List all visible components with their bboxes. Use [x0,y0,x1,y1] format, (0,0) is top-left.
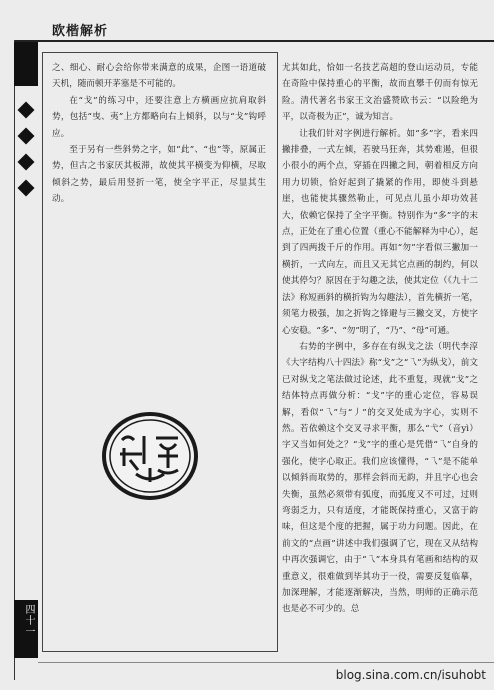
paragraph: 在“戈”的练习中，还要注意上方横画应抗肩取斜势，包括“曳、夷”上方都略向右上倾斜，以与“戈”钩呼应。 [52,95,266,139]
header-rule [14,40,494,42]
paragraph: 让我们针对字例进行解析。如“多”字，看来四撇排叠，一式左倾，若驶马狂奔，其势难遏，但很小很小的两个点，穿插在四撇之间，朝着相反方向用力切锁，恰好起到了撬紧的作用，即使斗到悬崖，也能使其骤然勒止，可见点儿虽小却功效甚大，依赖它保持了全字平衡。特别作为“多”字的末点，正处在了重心位置（重心不能解释为中心），起到了四两拨千斤的作用。再如“勿”字看似三撇加一横折，一式向左，而且又无其它点画的制约，何以使其停匀？原因在于勾趣之法，使其定位（《九十二法》称短画斜的横折钩为勾趣法），首先横折一笔，须笔力极强，加之折钩之锋避与三撇交叉，方使字心安稳。“多”、“勿”明了，“乃”、“母”可通。 [282,128,478,336]
page-number: 四十一 [23,604,34,637]
paragraph: 至于另有一些斜势之字，如“此”、“也”等，原属正势，但古之书家厌其板滞，故使其平横变为仰横，尽取倾斜之势，最后用竖折一笔，使全字平正，尽显其生动。 [52,145,266,205]
right-column-text [282,60,478,618]
margin-black-block-top [14,42,38,86]
seal-image [100,410,200,502]
header-title: 欧楷解析 [52,24,109,39]
paragraph: 之、细心、耐心会给你带来满意的成果，企图一语道破天机，随而顿开茅塞是不可能的。 [52,63,266,90]
watermark-text: blog.sina.com.cn/isuhobt [335,668,486,682]
paragraph: 尤其如此，恰如一名技艺高超的登山运动员，专能在奇险中保持重心的平衡，故而直攀千仞而有惊无险。清代著名书家王文治盛赞欧书云：“以险绝为平，以奇极为正”，诚为知言。 [282,63,478,123]
bottom-rule [38,662,494,663]
left-column-text [52,60,266,208]
paragraph: 右势的字例中，多存在有纵戈之法（明代李淳《大字结构八十四法》称“戈”之“乁”为纵戈），前文已对纵戈之笔法做过论述，此不重复，现就“戈”之结体特点再做分析：“戈”字的重心定位，容易误解，看似“乁”与“丿”的交叉处成为字心，实则不然。若依赖这个交叉寻求平衡，那么“弋”（音yì）字又当如何处之？“戈”字的重心是凭借“乁”自身的强化，使字心取正。我们应该懂得，“乁”是不能单以倾斜而取势的，那样会斜而无韵，并且字心也会失衡，虽然必须带有弧度，而弧度又不可过，过则弯弱乏力，只有适度，才能既保持重心，又富于韵味，但这是个度的把握，属于功力问题。因此，在前文的“点画”讲述中我们强调了它，现在又从结构中再次强调它，由于“乁”本身具有笔画和结构的双重意义，很难做到毕其功于一役，需要反复临摹，加深理解，才能逐渐解决，当然，明师的正确示范也是必不可少的。总 [282,341,478,615]
